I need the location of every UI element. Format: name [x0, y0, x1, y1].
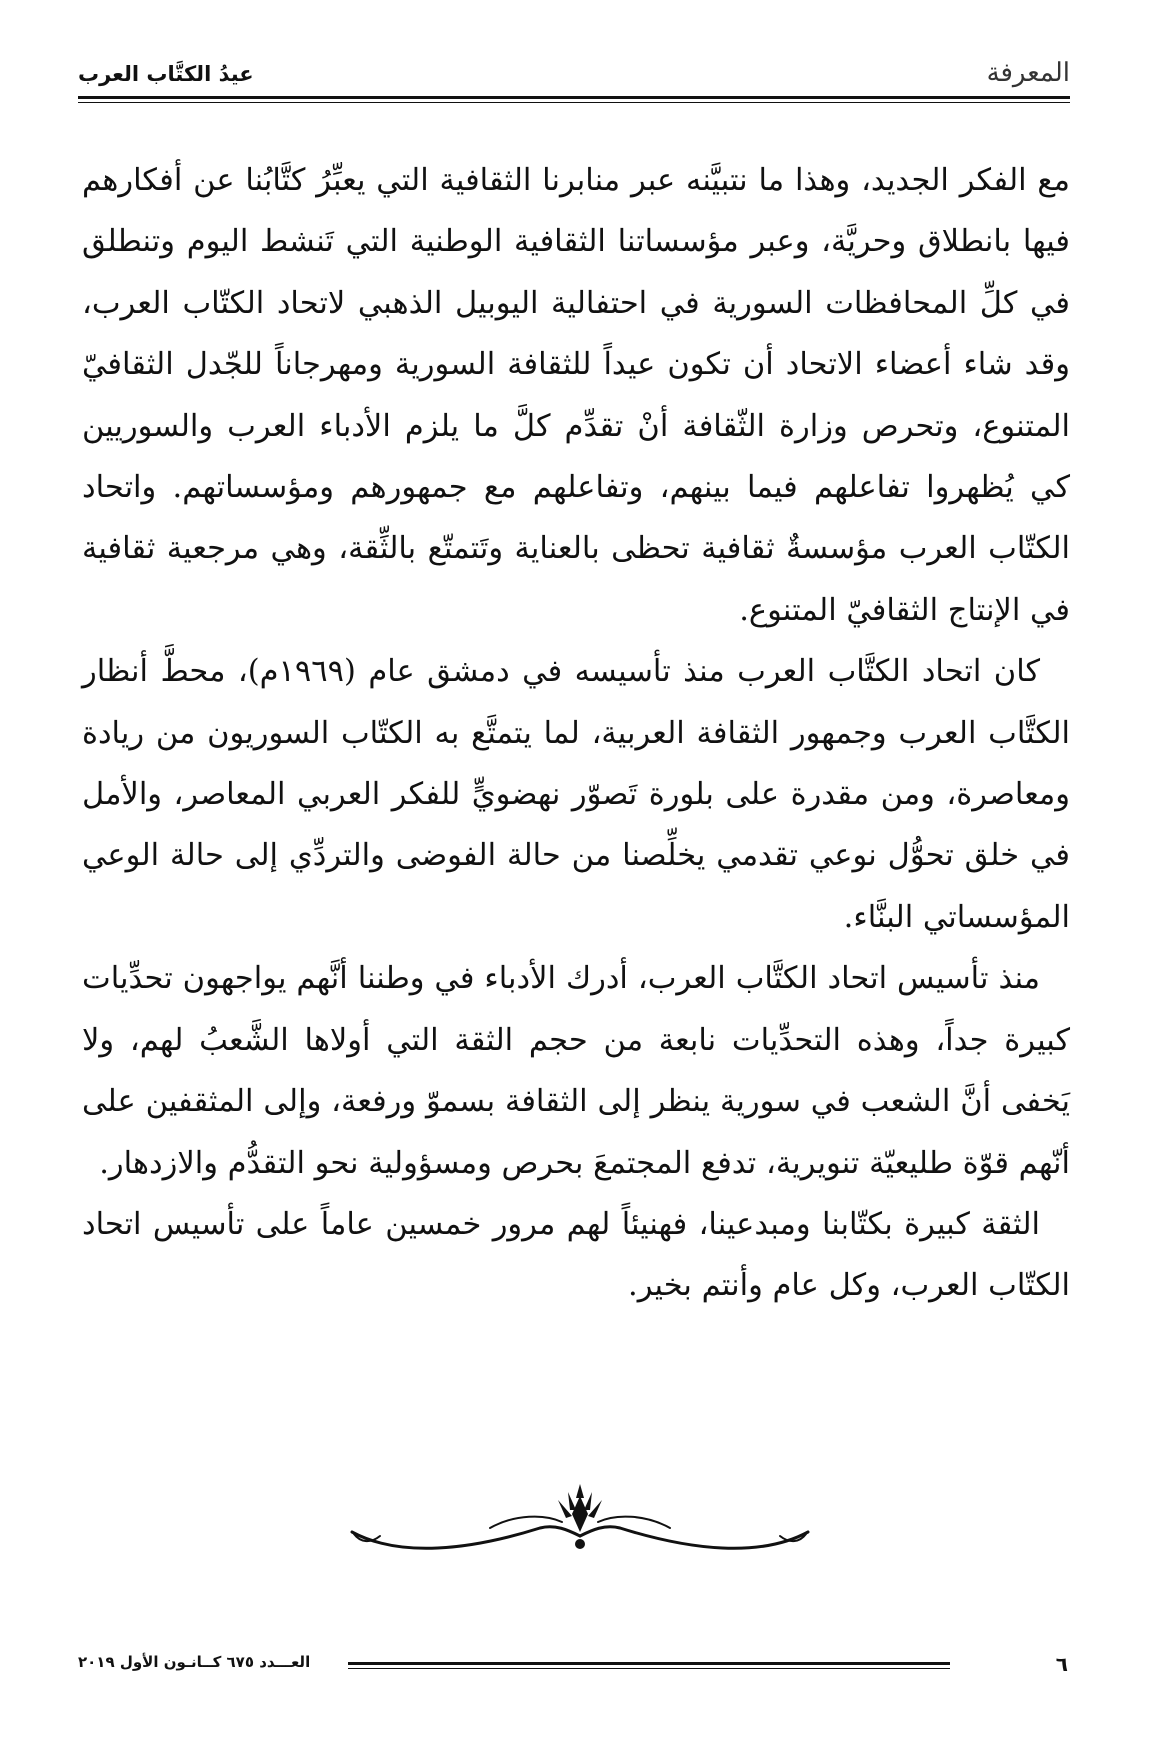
running-header	[78, 52, 1070, 98]
footer-rule	[348, 1662, 950, 1665]
paragraph-2: كان اتحاد الكتَّاب العرب منذ تأسيسه في دمشق عام (١٩٦٩م)، محطَّ أنظار الكتَّاب العرب وجمهور الثقافة العربية، لما يتمتَّع به الكتّاب السوريون من ريادة ومعاصرة، ومن مقدرة على بلورة تَصوّر نهضويٍّ للفكر العربي المعاصر، والأمل في خلق تحوُّل نوعي تقدمي يخلِّصنا من حالة الفوضى والتردِّي إلى حالة الوعي المؤسساتي البنَّاء.	[82, 654, 1070, 935]
page-footer	[78, 1652, 1070, 1682]
header-rule	[78, 96, 1070, 99]
magazine-name: المعرفة	[986, 58, 1070, 88]
paragraph-3: منذ تأسيس اتحاد الكتَّاب العرب، أدرك الأدباء في وطننا أنَّهم يواجهون تحدِّيات كبيرة جداً، وهذه التحدِّيات نابعة من حجم الثقة التي أولاها الشَّعبُ لهم، ولا يَخفى أنَّ الشعب في سورية ينظر إلى الثقافة بسموّ ورفعة، وإلى المثقفين على أنّهم قوّة طليعيّة تنويرية، تدفع المجتمعَ بحرص ومسؤولية نحو التقدُّم والازدهار.	[82, 961, 1070, 1181]
paragraph-1: مع الفكر الجديد، وهذا ما نتبيَّنه عبر منابرنا الثقافية التي يعبِّرُ كتَّابُنا عن أفكارهم فيها بانطلاق وحريَّة، وعبر مؤسساتنا الثقافية الوطنية التي تَنشط اليوم وتنطلق في كلِّ المحافظات السورية في احتفالية اليوبيل الذهبي لاتحاد الكتّاب العرب، وقد شاء أعضاء الاتحاد أن تكون عيداً للثقافة السورية ومهرجاناً للجّدل الثقافيّ المتنوع، وتحرص وزارة الثّقافة أنْ تقدِّم كلَّ ما يلزم الأدباء العرب والسوريين كي يُظهروا تفاعلهم فيما بينهم، وتفاعلهم مع جمهورهم ومؤسساتهم. واتحاد الكتّاب العرب مؤسسةٌ ثقافية تحظى بالعناية وتَتمتّع بالثِّقة، وهي مرجعية ثقافية في الإنتاج الثقافيّ المتنوع.	[82, 163, 1070, 628]
ornament-divider-icon	[340, 1470, 820, 1560]
paragraph-4: الثقة كبيرة بكتّابنا ومبدعينا، فهنيئاً لهم مرور خمسين عاماً على تأسيس اتحاد الكتّاب العرب، وكل عام وأنتم بخير.	[82, 1206, 1070, 1304]
article-body	[82, 150, 1070, 1317]
header-rule-thin	[78, 102, 1070, 103]
page-number: ٦	[1055, 1652, 1068, 1676]
footer-rule-thin	[348, 1668, 950, 1669]
article-title: عيدُ الكتَّاب العرب	[78, 62, 254, 86]
issue-info: العـــدد ٦٧٥ كــانـون الأول ٢٠١٩	[78, 1653, 311, 1671]
